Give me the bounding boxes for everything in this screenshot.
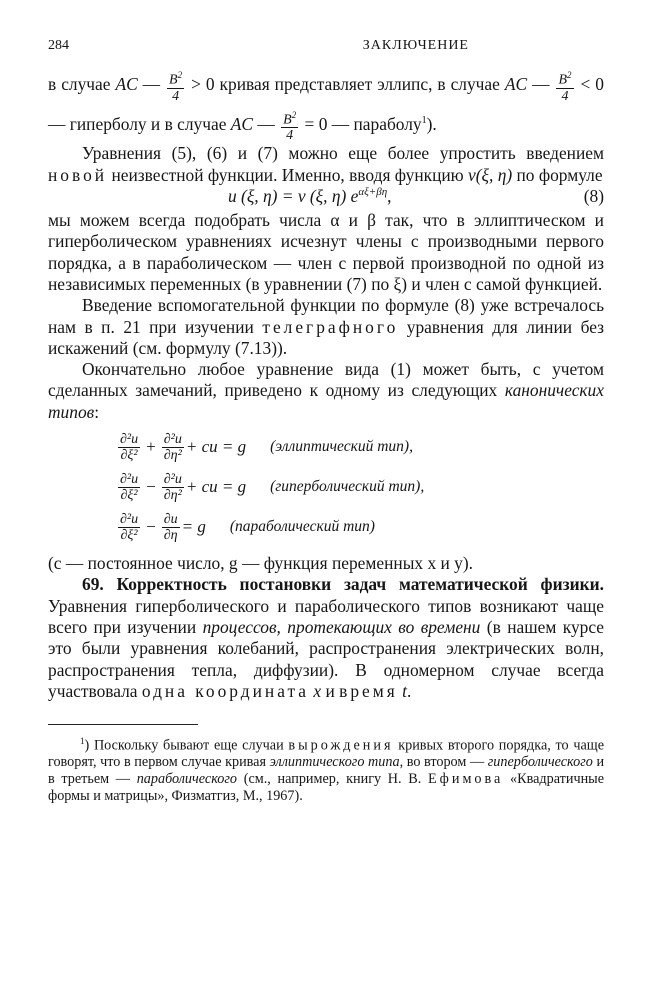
footnote: $^1$) Поскольку бывают еще случаи вырождения кривых второго порядка, то чаще говорят, что в первом случае кривая эллиптического типа, во втором — гиперболического и в третьем — параболического (см., например, книгу Н. В. Ефимова «Квадратичные формы и матрицы», Физматгиз, М., 1967). — [48, 736, 605, 804]
canonical-hyperbolic: $\frac{\text{∂²u}}{\text{∂ξ²}}$ − $\frac{\text{∂²u}}{\text{∂η²}}$ + cu = g (гиперболический тип), — [120, 471, 425, 503]
fraction-b2-over-4: $\frac{B^2}{4}$ — [169, 70, 183, 104]
section-69: 69. Корректность постановки задач математической физики. Уравнения гиперболического и параболического типов возникают чаще всего при изучении процессов, протекающих во времени (в нашем курсе это были уравнения колебаний, распространения электрических волн, распространения тепла, диффузии). В одномерном случае всегда участвовала одна координата x и время t. — [48, 574, 604, 701]
paragraph-6: (c — постоянное число, g — функция переменных x и y). — [48, 553, 473, 574]
equation-number: (8) — [583, 186, 604, 207]
page-header — [48, 38, 604, 68]
paragraph-4: Введение вспомогательной функции по формуле (8) уже встречалось нам в п. 21 при изучении телеграфного уравнения для линии без искажений (см. формулу (7.13)). — [48, 295, 604, 358]
page-number: 284 — [48, 38, 69, 53]
fraction-b2-over-4: $\frac{B^2}{4}$ — [558, 70, 572, 104]
formula-8: u (ξ, η) = v (ξ, η) $e^{\alpha\xi+\beta\eta}$, (8) — [228, 186, 604, 207]
paragraph-3: мы можем всегда подобрать числа α и β так, что в эллиптическом и гиперболическом уравнениях исчезнут члены с производными первого порядка, а в параболическом — член с первой производной по одной из независимых переменных (в уравнении (7) по ξ) и член с самой функцией. — [48, 210, 604, 294]
page — [48, 38, 604, 804]
paragraph-2: Уравнения (5), (6) и (7) можно еще более упростить введением новой неизвестной функции. Именно, вводя функцию v(ξ, η) по формуле — [48, 143, 604, 185]
footnote-divider — [48, 724, 198, 725]
paragraph-5: Окончательно любое уравнение вида (1) может быть, с учетом сделанных замечаний, приведено к одному из следующих канонических типов: — [48, 359, 604, 422]
footnote-ref: 1 — [421, 114, 427, 126]
paragraph-1: в случае AC — $\frac{B^2}{4}$ > 0 кривая представляет эллипс, в случае AC — $\frac{B^2}{4}$ < 0 — гиперболу и в случае AC — $\frac{B^2}{4}$ = 0 — параболу$^1$). — [48, 70, 604, 144]
running-title: ЗАКЛЮЧЕНИЕ — [362, 38, 469, 53]
section-heading: 69. Корректность постановки задач математической физики. — [82, 574, 604, 595]
fraction-b2-over-4: $\frac{B^2}{4}$ — [283, 109, 297, 144]
canonical-forms — [116, 427, 604, 547]
canonical-parabolic: $\frac{\text{∂²u}}{\text{∂ξ²}}$ − $\frac{\partial u}{\partial\eta}$ = g (параболический тип) — [120, 511, 375, 543]
canonical-elliptic: $\frac{\text{∂²u}}{\text{∂ξ²}}$ + $\frac{\text{∂²u}}{\text{∂η²}}$ + cu = g (эллиптический тип), — [120, 431, 413, 463]
